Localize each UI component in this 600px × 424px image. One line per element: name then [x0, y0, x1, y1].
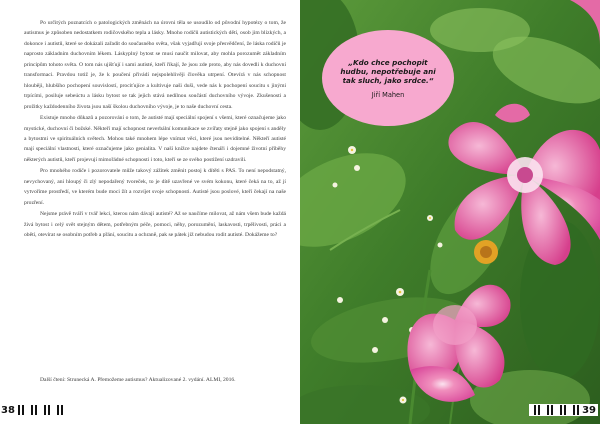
paragraph-2: Existuje mnoho důkazů a pozorování o tom, že autisté mají speciální spojení s všemi, které označujeme jako mystické, duchovní či božské. Někteří mají schopnost neverbální komunikace se zvířaty stejně jako spojení s anděly a bytostmi ve spirituálních světech. Mohou také mnohem lépe vnímat věci, které jsou neviditelné. Někteří autisté mají speciální vlastnosti, které označujeme jako genialita. V naší knížce najdete čtenáři i dojemné životní příběhy některých autistů, kteří projevují mimořádné schopnosti i toto, kteří se ze svého postižení uzdravili. — [24, 115, 286, 163]
quote-bubble — [322, 30, 454, 126]
paragraph-3: Pro mnohého rodiče i pozorovatele může takový zážitek změnit postoj k dítěti s PAS. To není nepodstatný, nevychovaný, ani hloupý či zlý nepodařený tvoreček, to je dítě uzavřené ve svém kokonu, které čeká na to, až jí vytvoříme prostředí, ve kterém bude moci žít a rozvíjet svoje schopnosti. Autisté jsou poslové, kteří čekají na naše prozření. — [24, 168, 286, 206]
page-footer-right — [529, 404, 598, 416]
footer-bars-icon-right — [534, 405, 579, 415]
paragraph-4: Nejsme právě tváří v tvář lekci, kterou nám dávají autisté? Až se naučíme milovat, až nám všem bude každá živá bytost i celý svět stejným dětem, potřebným péče, pomoci, něhy, porozumění, laskavosti, trpělivosti, práci a obětí, otevírat se osobním potřeb a přání, soucitu a ochraně, pak se pátek již nebudou rodit autisté. Dokážeme to? — [24, 211, 286, 239]
quote-author: Jiří Mahen — [371, 90, 405, 99]
right-page — [300, 0, 600, 424]
page-number-left: 38 — [1, 404, 15, 416]
page-number-right: 39 — [582, 404, 596, 416]
footer-bars-icon — [18, 405, 63, 415]
further-reading: Další čtení: Strunecká A. Přemožeme autismus? Aktualizované 2. vydání. ALMI, 2016. — [40, 377, 236, 383]
quote-text: „Kdo chce pochopit hudbu, nepotřebuje ani tak sluch, jako srdce.“ — [340, 57, 436, 85]
paragraph-1: Po určitých poznatcích o patologických změnách na úrovni těla se usoudilo od původní hypotézy o tom, že autismus je způsoben nedostatkem rodičovského tepla a lásky. Mnoho rodičů autistických dětí, osob jim blízkých, a dokonce i autistů, které se dokázali zařadit do současného světa, však vyjadřují svoje přesvědčení, že láska rodičů je naprosto základním duchovním lékem. Láskyplný bytost se musí naučit milovat, aby mohla porozumět základním principům tohoto světa. O tom nás ujišťují i sami autisté, kteří říkají, že jsou zde proto, aby nás dovedli k duchovní transformaci. Pravdou totiž je, že k poučení přivádí nejspolehlivěji člověka utrpení. Otevírá v nás schopnost hlouběji, hlubšího pochopení souvislostí, prociťujíce a kultivuje naši duši, vede nás k pochopení soucitu s jinými trpícími, posiluje sebeúctu a lásku bytost se tak jejich stává nedílnou součástí duchovního vývoje. Zkušenosti a prožitky každodenního života jsou naší školou duchovního vývoje, je to naše duchovní cesta. — [24, 20, 286, 110]
body-text — [24, 18, 286, 241]
page-footer-left — [0, 404, 63, 416]
